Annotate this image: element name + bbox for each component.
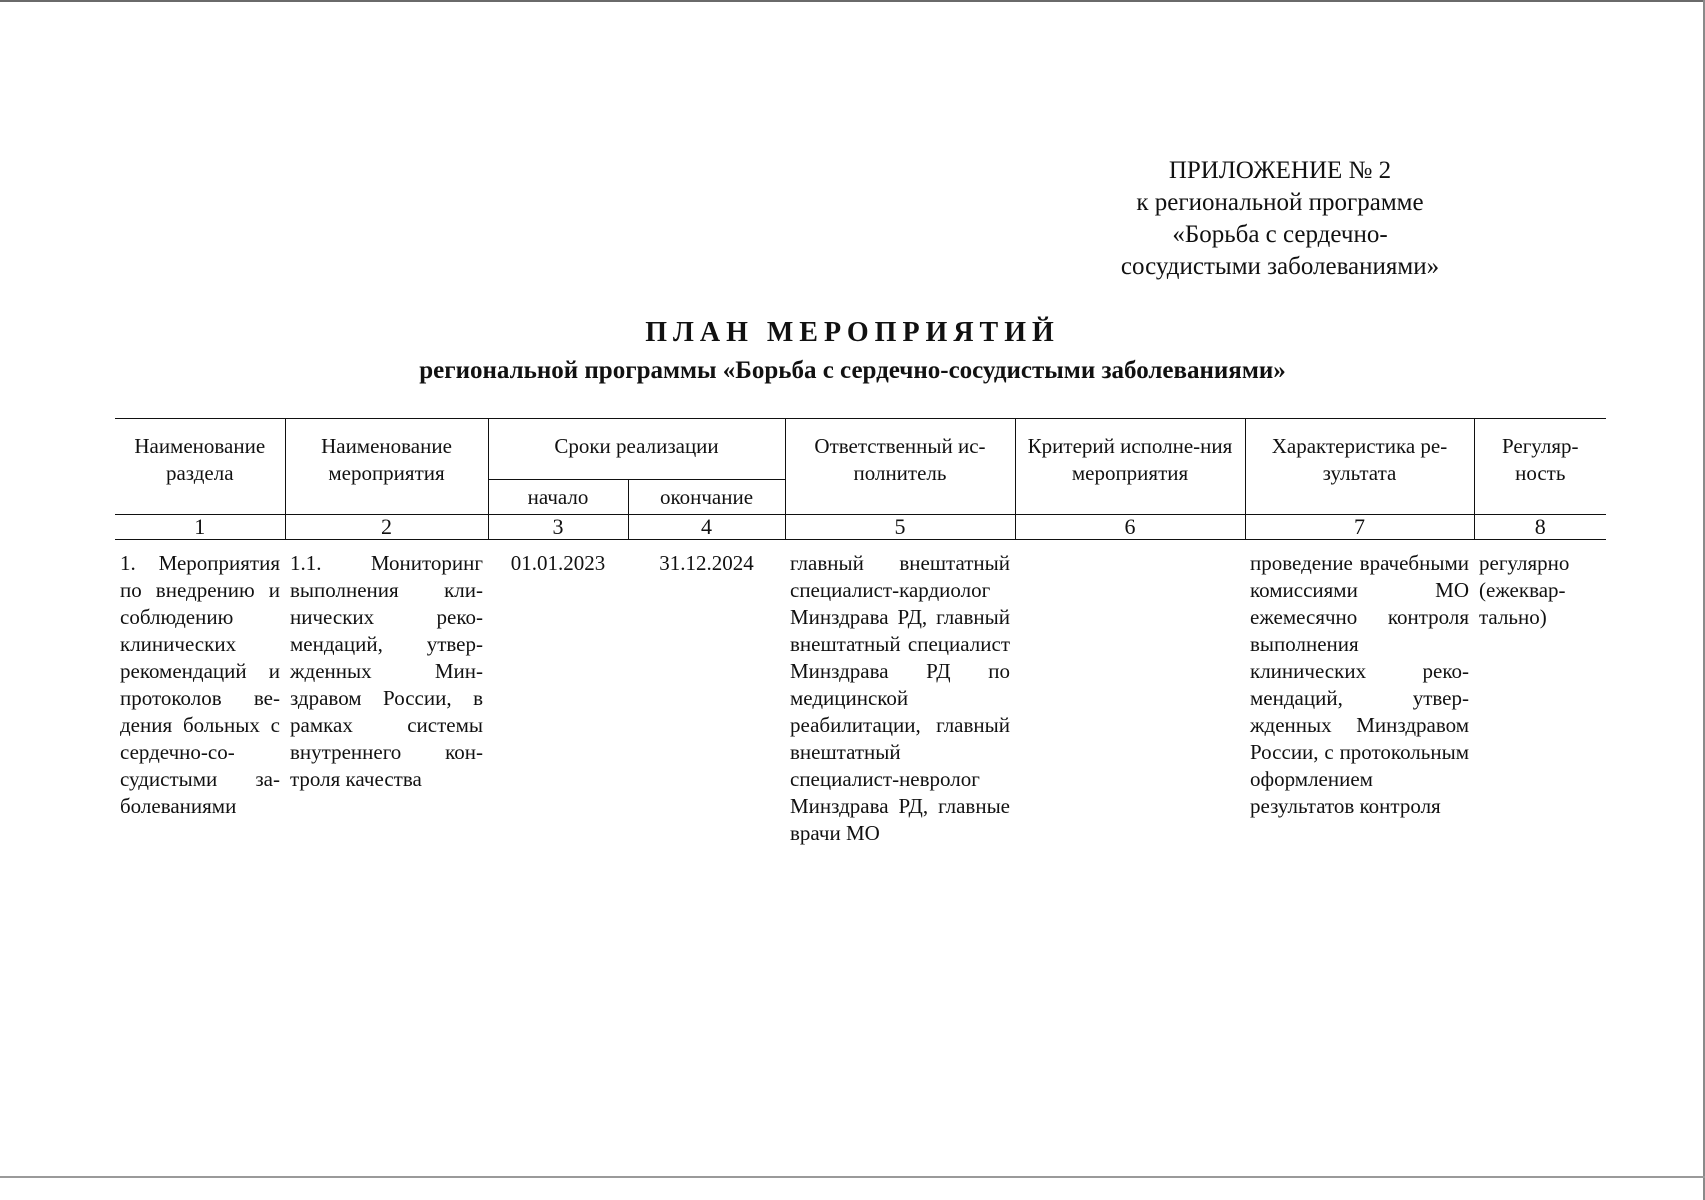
cell-regularity: регулярно (ежеквартально) (1479, 551, 1570, 629)
page-edge-top (0, 0, 1705, 2)
header-implementation-period: Сроки реализации (488, 419, 785, 480)
column-number: 5 (785, 515, 1015, 540)
plan-subtitle: региональной программы «Борьба с сердечно-сосудистыми заболеваниями» (419, 357, 1286, 384)
appendix-line-3: «Борьба с сердечно- (1172, 221, 1388, 248)
header-start: начало (488, 480, 628, 515)
plan-table (115, 418, 1606, 849)
header-end: окончание (628, 480, 785, 515)
cell-result: проведение врачебными комиссиями МО ежемесячно контроля выполнения клинических рекомендаций, утвержденных Минздравом России, с протокольным оформлением результатов контроля (1250, 551, 1469, 818)
header-regularity: Регуляр-ность (1474, 419, 1606, 515)
page-edge-bottom (0, 1176, 1705, 1178)
appendix-line-2: к региональной программе (1136, 189, 1424, 216)
column-number: 1 (115, 515, 285, 540)
plan-title: ПЛАН МЕРОПРИЯТИЙ (645, 317, 1060, 348)
column-number: 6 (1015, 515, 1245, 540)
appendix-line-4: сосудистыми заболеваниями» (1120, 253, 1440, 280)
column-number: 4 (628, 515, 785, 540)
column-number: 3 (488, 515, 628, 540)
header-responsible: Ответственный ис-полнитель (785, 419, 1015, 515)
cell-section: 1. Мероприятия по внедрению и соблюдению клинических рекомендаций и протоколов ведения больных с сердечно-сосудистыми заболеваниями (120, 551, 280, 818)
header-result: Характеристика ре-зультата (1245, 419, 1474, 515)
column-number: 8 (1474, 515, 1606, 540)
column-number: 7 (1245, 515, 1474, 540)
cell-activity: 1.1. Мониторинг выполнения клинических рекомендаций, утвержденных Минздравом России, в рамках системы внутреннего контроля качества (290, 551, 483, 791)
column-number: 2 (285, 515, 488, 540)
header-section-name: Наименование раздела (115, 419, 285, 515)
cell-responsible: главный внештатный специалист-кардиолог Минздрава РД, главный внештатный специалист Минздрава РД по медицинской реабилитации, главный внештатный специалист-невролог Минздрава РД, главные врачи МО (790, 551, 1010, 845)
cell-end-date: 31.12.2024 (659, 551, 754, 575)
appendix-line-1: ПРИЛОЖЕНИЕ № 2 (1168, 157, 1392, 184)
appendix-note (1080, 155, 1480, 283)
cell-criterion (1015, 540, 1245, 850)
header-criterion: Критерий исполне-ния мероприятия (1015, 419, 1245, 515)
table-row (115, 540, 1606, 850)
cell-start-date: 01.01.2023 (510, 551, 606, 575)
header-activity-name: Наименование мероприятия (285, 419, 488, 515)
